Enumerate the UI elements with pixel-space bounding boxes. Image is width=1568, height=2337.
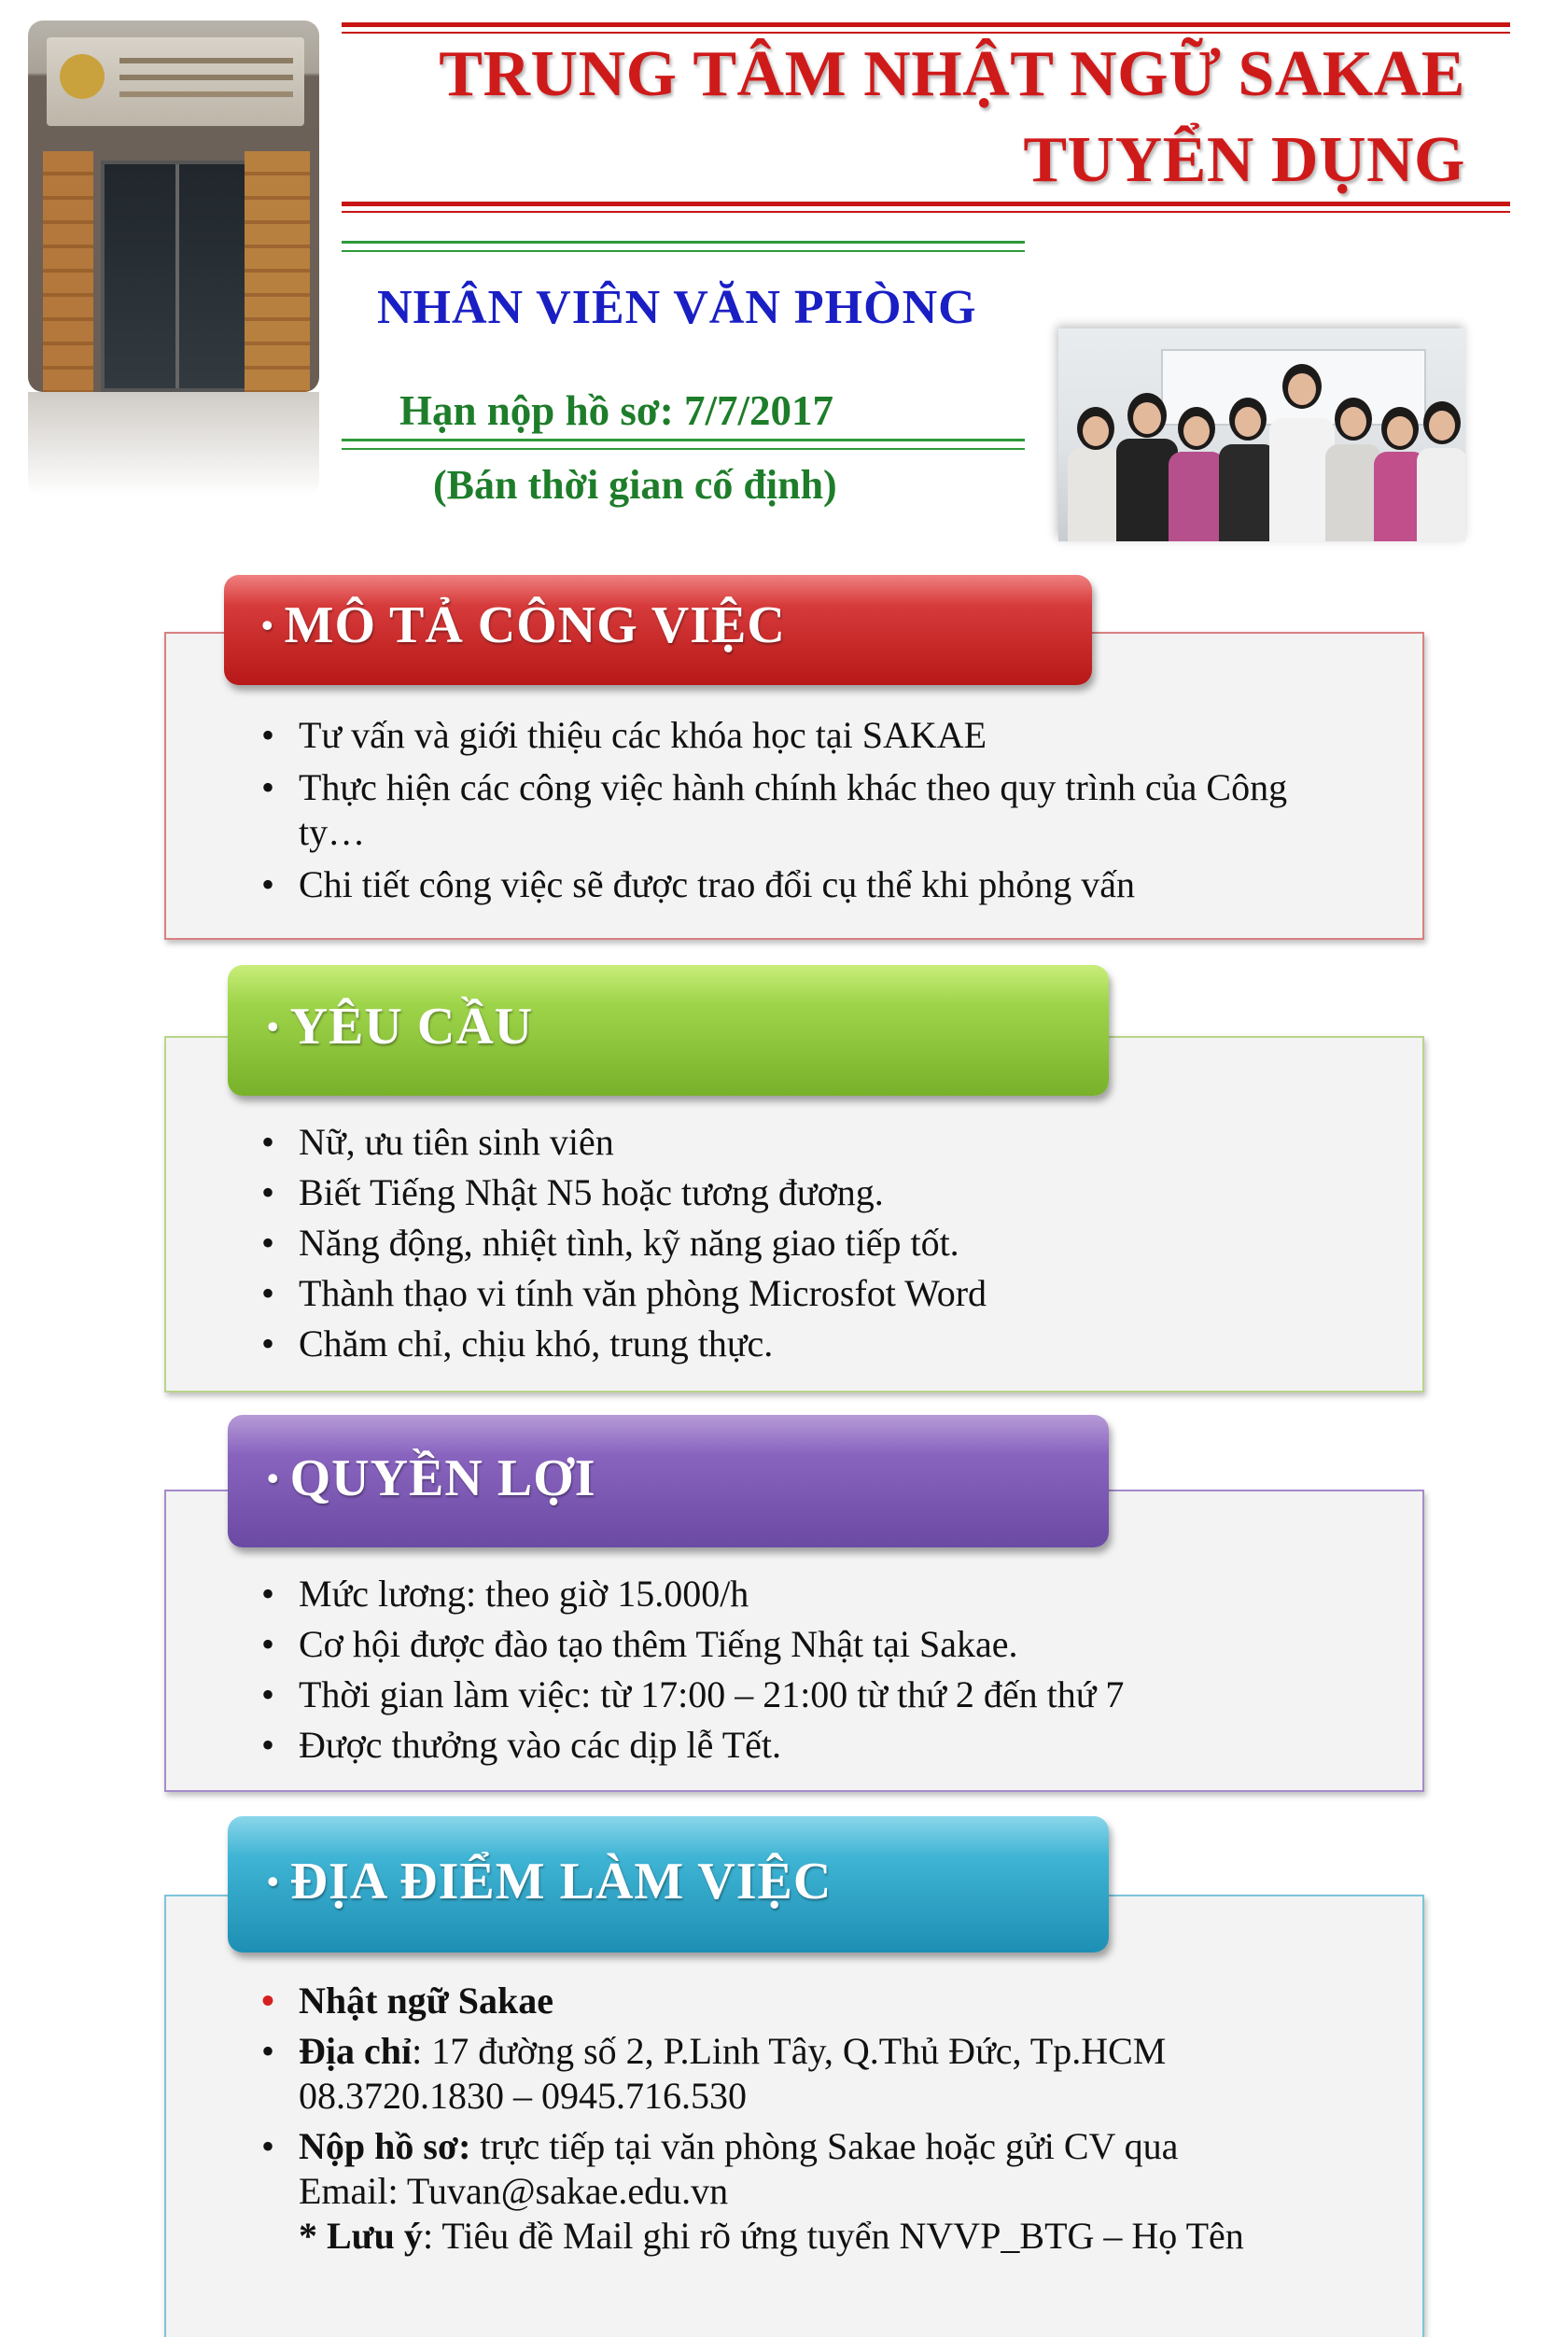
submission-label: Nộp hồ sơ: <box>299 2125 471 2167</box>
section-title: QUYỀN LỢI <box>289 1449 596 1507</box>
submission-item <box>261 2124 1344 2259</box>
list-item: • Nữ, ưu tiên sinh viên <box>261 1120 1335 1165</box>
green-rule-top <box>342 241 1025 244</box>
address-value: : 17 đường số 2, P.Linh Tây, Q.Thủ Đức, Tp.HCM <box>412 2030 1167 2072</box>
title-line-recruit: TUYỂN DỤNG <box>1023 124 1465 196</box>
list-item: • Năng động, nhiệt tình, kỹ năng giao tiếp tốt. <box>261 1221 1335 1266</box>
requirements-header <box>228 965 1109 1096</box>
storefront-photo <box>28 21 319 392</box>
job-description-header <box>224 575 1092 685</box>
green-rule-bottom <box>342 439 1025 441</box>
bullet-icon: • <box>267 1008 279 1045</box>
list-item: • Chăm chỉ, chịu khó, trung thực. <box>261 1322 1335 1366</box>
list-item: • Cơ hội được đào tạo thêm Tiếng Nhật tại Sakae. <box>261 1622 1335 1667</box>
storefront-photo-reflection <box>28 392 319 497</box>
job-title: NHÂN VIÊN VĂN PHÒNG <box>377 281 977 334</box>
bullet-icon: • <box>267 1460 279 1497</box>
center-name: • Nhật ngữ Sakae <box>261 1979 1344 2023</box>
list-item: • Chi tiết công việc sẽ được trao đổi cụ thể khi phỏng vấn <box>261 862 1335 907</box>
location-list <box>261 1979 1344 2259</box>
requirements-list <box>261 1120 1335 1366</box>
address-item <box>261 2029 1344 2119</box>
list-item: • Mức lương: theo giờ 15.000/h <box>261 1572 1335 1616</box>
work-type: (Bán thời gian cố định) <box>433 462 837 508</box>
title-line-center: TRUNG TÂM NHẬT NGỮ SAKAE <box>439 38 1465 110</box>
submission-value: trực tiếp tại văn phòng Sakae hoặc gửi CV qua <box>470 2125 1179 2167</box>
green-rule-top-2 <box>342 250 1025 252</box>
header-top-rule <box>342 22 1510 27</box>
benefits-header <box>228 1415 1109 1547</box>
address-label: Địa chỉ <box>299 2030 413 2072</box>
section-title: ĐỊA ĐIỂM LÀM VIỆC <box>289 1853 833 1910</box>
green-rule-bottom-2 <box>342 448 1025 450</box>
store-sign <box>47 37 304 126</box>
location-header <box>228 1816 1109 1952</box>
header-bottom-rule <box>342 202 1510 206</box>
job-description-list <box>261 713 1335 907</box>
application-deadline: Hạn nộp hồ sơ: 7/7/2017 <box>399 387 834 434</box>
list-item: • Thời gian làm việc: từ 17:00 – 21:00 từ thứ 2 đến thứ 7 <box>261 1672 1335 1717</box>
list-item: • Tư vấn và giới thiệu các khóa học tại SAKAE <box>261 713 1335 758</box>
note-value: : Tiêu đề Mail ghi rõ ứng tuyển NVVP_BTG – Họ Tên <box>422 2215 1244 2257</box>
staff-group-photo <box>1058 329 1465 541</box>
list-item: • Được thưởng vào các dịp lễ Tết. <box>261 1723 1335 1768</box>
section-title: YÊU CẦU <box>289 998 534 1056</box>
bullet-icon: • <box>267 1863 279 1900</box>
sign-emblem-icon <box>60 54 105 99</box>
list-item: • Thành thạo vi tính văn phòng Microsfot Word <box>261 1271 1335 1316</box>
header-bottom-rule-thin <box>342 211 1510 213</box>
phone-numbers: 08.3720.1830 – 0945.716.530 <box>299 2075 747 2117</box>
note-label: * Lưu ý <box>299 2215 423 2257</box>
page-title <box>439 32 1465 203</box>
list-item: • Thực hiện các công việc hành chính khác theo quy trình của Công ty… <box>261 765 1335 855</box>
bullet-icon: • <box>261 607 273 644</box>
contact-email: Email: Tuvan@sakae.edu.vn <box>299 2170 729 2212</box>
store-door <box>101 161 250 392</box>
benefits-list <box>261 1572 1335 1768</box>
section-title: MÔ TẢ CÔNG VIỆC <box>284 596 786 654</box>
list-item: • Biết Tiếng Nhật N5 hoặc tương đương. <box>261 1170 1335 1215</box>
